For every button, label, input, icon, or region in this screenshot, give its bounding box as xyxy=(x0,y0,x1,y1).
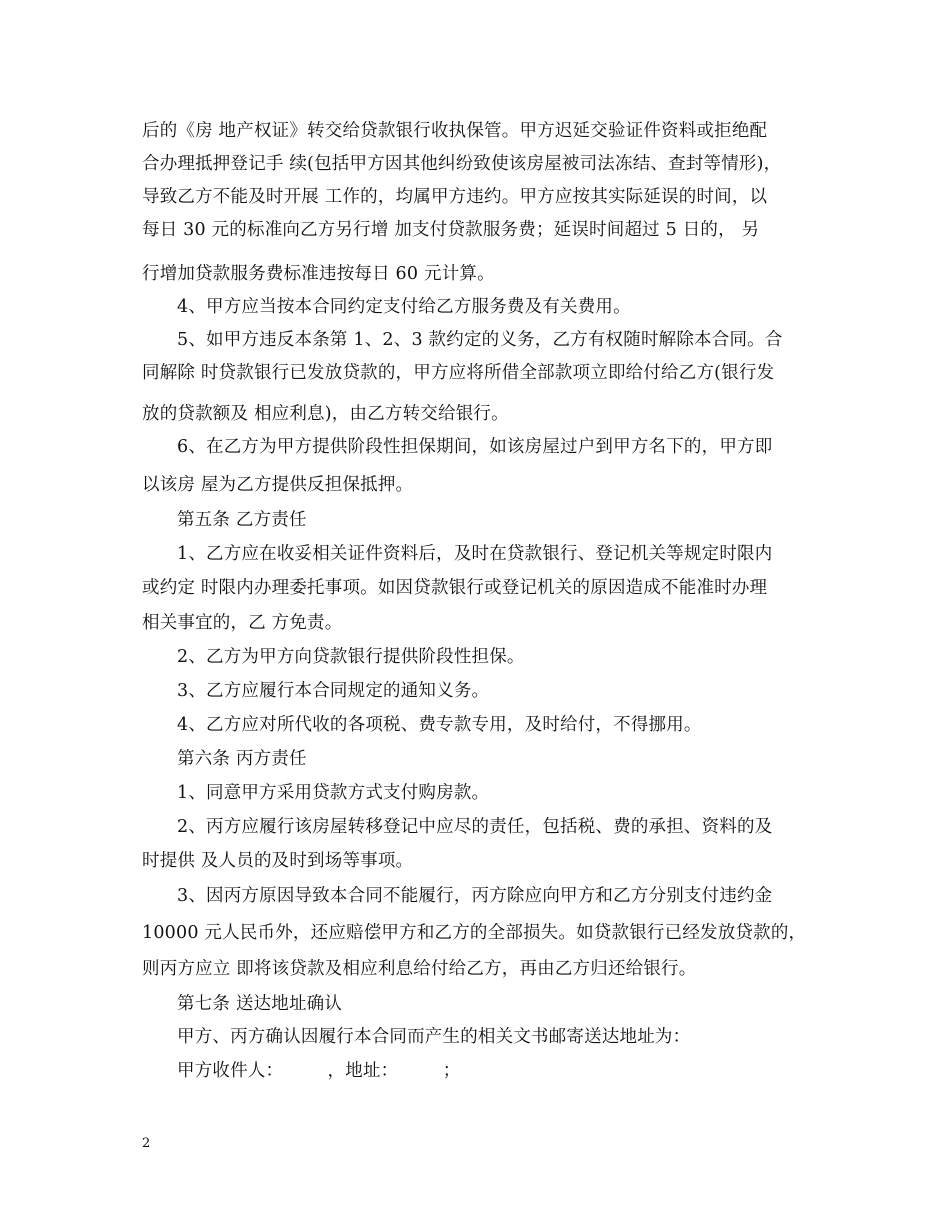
text-line: 则丙方应立 即将该贷款及相应利息给付给乙方，再由乙方归还给银行。 xyxy=(142,959,697,979)
text-line: 放的贷款额及 相应利息)，由乙方转交给银行。 xyxy=(142,404,509,424)
text-line: 3、乙方应履行本合同规定的通知义务。 xyxy=(177,681,490,701)
section-heading: 第五条 乙方责任 xyxy=(177,510,307,530)
text-line: 时提供 及人员的及时到场等事项。 xyxy=(142,851,414,871)
text-line: 2、丙方应履行该房屋转移登记中应尽的责任，包括税、费的承担、资料的及 xyxy=(177,817,773,837)
text-line: 同解除 时贷款银行已发放贷款的，甲方应将所借全部款项立即给付给乙方(银行发 xyxy=(142,363,775,383)
text-line: 甲方、丙方确认因履行本合同而产生的相关文书邮寄送达地址为： xyxy=(177,1027,691,1047)
text-line: 6、在乙方为甲方提供阶段性担保期间，如该房屋过户到甲方名下的，甲方即 xyxy=(177,437,773,457)
section-heading: 第六条 丙方责任 xyxy=(177,749,307,769)
text-line: 行增加贷款服务费标准违按每日 60 元计算。 xyxy=(142,264,495,284)
text-line: 合办理抵押登记手 续(包括甲方因其他纠纷致使该房屋被司法冻结、查封等情形)， xyxy=(142,154,782,174)
section-heading: 第七条 送达地址确认 xyxy=(177,994,343,1014)
text-line: 后的《房 地产权证》转交给贷款银行收执保管。甲方迟延交验证件资料或拒绝配 xyxy=(142,121,768,141)
text-line: 10000 元人民币外，还应赔偿甲方和乙方的全部损失。如贷款银行已经发放贷款的， xyxy=(142,923,807,943)
text-line: 以该房 屋为乙方提供反担保抵押。 xyxy=(142,475,414,495)
text-line: 或约定 时限内办理委托事项。如因贷款银行或登记机关的原因造成不能准时办理 xyxy=(142,578,768,598)
page-number: 2 xyxy=(142,1136,151,1151)
text-line: 1、同意甲方采用贷款方式支付购房款。 xyxy=(177,783,490,803)
text-line: 2、乙方为甲方向贷款银行提供阶段性担保。 xyxy=(177,647,525,667)
text-line: 甲方收件人： ，地址： ； xyxy=(177,1061,461,1081)
text-line: 4、乙方应对所代收的各项税、费专款专用，及时给付，不得挪用。 xyxy=(177,715,702,735)
text-line: 4、甲方应当按本合同约定支付给乙方服务费及有关费用。 xyxy=(177,297,631,317)
text-line: 1、乙方应在收妥相关证件资料后，及时在贷款银行、登记机关等规定时限内 xyxy=(177,544,773,564)
text-line: 相关事宜的，乙 方免责。 xyxy=(142,613,343,633)
text-line: 3、因丙方原因导致本合同不能履行，丙方除应向甲方和乙方分别支付违约金 xyxy=(177,886,773,906)
text-line: 每日 30 元的标准向乙方另行增 加支付贷款服务费；延误时间超过 5 日的， 另 xyxy=(142,220,760,240)
text-line: 5、如甲方违反本条第 1、2、3 款约定的义务，乙方有权随时解除本合同。合 xyxy=(177,330,783,350)
text-line: 导致乙方不能及时开展 工作的，均属甲方违约。甲方应按其实际延误的时间，以 xyxy=(142,187,768,207)
